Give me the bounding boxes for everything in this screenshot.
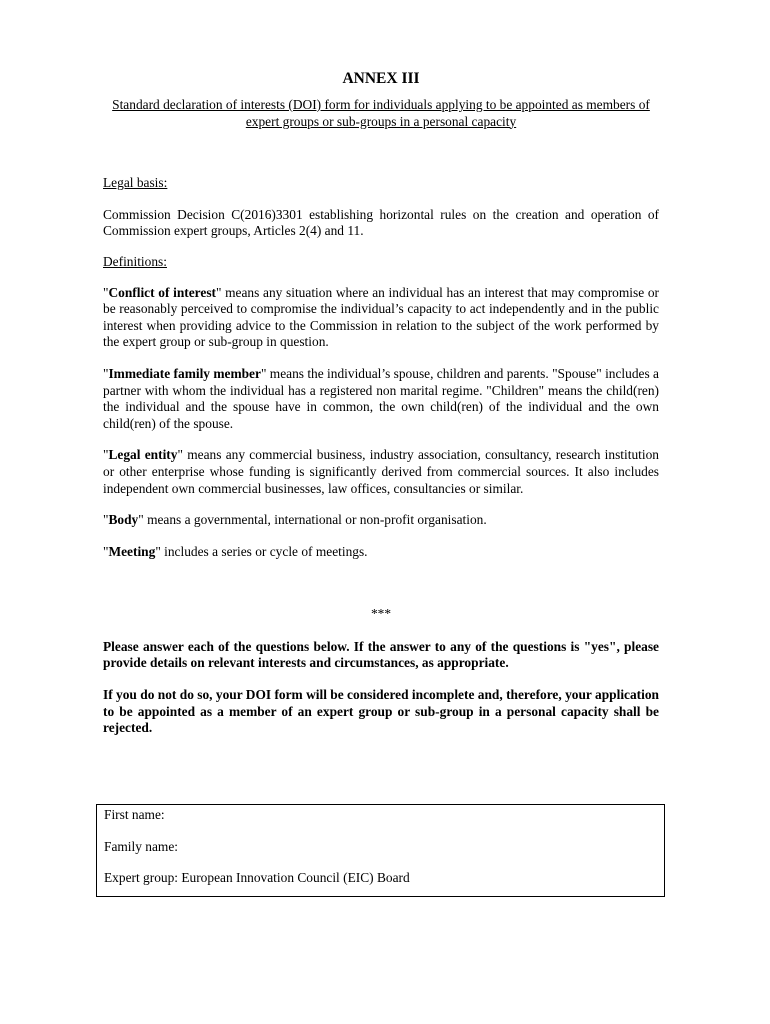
definition-term: Immediate family member <box>108 365 261 381</box>
legal-basis-text: Commission Decision C(2016)3301 establishing horizontal rules on the creation and operation of Commission expert groups, Articles 2(4) and 11. <box>103 206 659 239</box>
definition-meeting <box>103 544 659 561</box>
definition-term: Body <box>108 512 139 528</box>
definition-term: Legal entity <box>108 447 178 463</box>
family-name-field[interactable]: Family name: <box>104 838 179 854</box>
instructions-answer-questions: Please answer each of the questions below. If the answer to any of the questions is "yes", please provide details on relevant interests and circumstances, as appropriate. <box>103 638 659 671</box>
section-separator: *** <box>370 606 392 622</box>
definition-term: Conflict of interest <box>108 284 216 300</box>
definition-term: Meeting <box>108 543 156 559</box>
definition-legal-entity <box>103 447 659 497</box>
definition-text: " means a governmental, international or non-profit organisation. <box>138 512 487 528</box>
first-name-field[interactable]: First name: <box>104 807 165 822</box>
definition-open-quote: " <box>103 284 109 300</box>
definition-open-quote: " <box>103 543 109 559</box>
definition-text: " means any commercial business, industry association, consultancy, research institution or other enterprise whose funding is significantly derived from commercial sources. It also includes independent own commercial businesses, law offices, consultancies or similar. <box>103 447 659 496</box>
instructions-incomplete-warning: If you do not do so, your DOI form will be considered incomplete and, therefore, your application to be appointed as a member of an expert group or sub-group in a personal capacity shall be rejected. <box>103 687 659 736</box>
definition-text: " means any situation where an individual has an interest that may compromise or be reasonably perceived to compromise the individual’s capacity to act independently and in the public interest when providing advice to the Commission in relation to the subject of the work performed by the expert group or sub-group in question. <box>103 284 659 350</box>
definition-text: " includes a series or cycle of meetings. <box>155 543 368 559</box>
document-page <box>103 70 659 737</box>
legal-basis-heading: Legal basis: <box>103 175 168 191</box>
applicant-info-box <box>96 804 665 897</box>
definition-conflict-of-interest <box>103 285 659 351</box>
annex-title: ANNEX III <box>342 70 420 87</box>
annex-subtitle: Standard declaration of interests (DOI) form for individuals applying to be appointed as members of expert groups or sub-groups in a personal capacity <box>112 97 650 129</box>
definition-open-quote: " <box>103 447 109 463</box>
definition-text: " means the individual’s spouse, children and parents. "Spouse" includes a partner with whom the individual has a registered non marital regime. "Children" means the child(ren) the individual and the spouse have in common, the own child(ren) of the individual and the own child(ren) of the spouse. <box>103 365 659 431</box>
definition-open-quote: " <box>103 365 109 381</box>
definition-immediate-family-member <box>103 366 659 432</box>
definition-body <box>103 512 659 529</box>
expert-group-field[interactable]: Expert group: European Innovation Council (EIC) Board <box>104 870 410 886</box>
definition-open-quote: " <box>103 512 109 528</box>
definitions-heading: Definitions: <box>103 253 167 269</box>
